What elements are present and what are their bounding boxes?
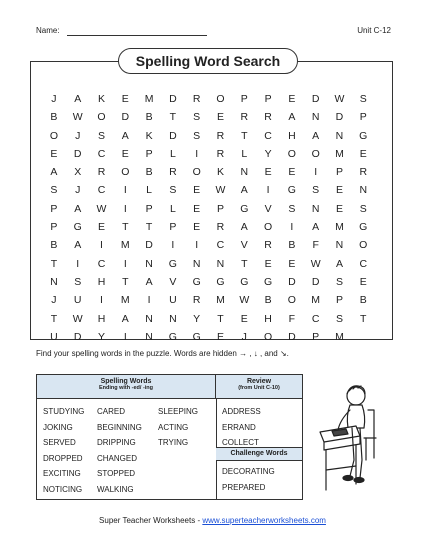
word-item: WALKING: [97, 484, 134, 494]
grid-letter: C: [97, 257, 106, 270]
footer-prefix: Super Teacher Worksheets -: [99, 516, 203, 525]
grid-letter: V: [264, 202, 272, 215]
word-item: EXCITING: [43, 469, 81, 479]
grid-letter: E: [359, 275, 367, 288]
grid-letter: R: [216, 147, 225, 160]
grid-letter: D: [73, 330, 82, 343]
grid-letter: D: [169, 129, 177, 142]
letter-grid: [42, 90, 375, 346]
grid-letter: P: [50, 202, 58, 215]
grid-letter: O: [287, 294, 296, 307]
grid-letter: A: [312, 221, 320, 234]
grid-letter: A: [50, 166, 58, 179]
instructions: Find your spelling words in the puzzle. Words are hidden → , ↓ , and ↘.: [36, 349, 289, 358]
grid-letter: C: [97, 147, 106, 160]
word-item: ACTING: [158, 422, 189, 432]
grid-letter: S: [335, 275, 343, 288]
grid-letter: D: [73, 147, 82, 160]
grid-letter: G: [216, 275, 225, 288]
grid-letter: N: [335, 239, 344, 252]
grid-letter: N: [145, 312, 153, 325]
grid-letter: E: [288, 166, 296, 179]
grid-letter: F: [312, 239, 319, 252]
grid-letter: H: [97, 275, 106, 288]
grid-letter: L: [169, 147, 176, 160]
grid-letter: A: [74, 93, 82, 105]
grid-letter: L: [241, 147, 248, 160]
challenge-header: Challenge Words: [216, 447, 302, 461]
grid-letter: A: [288, 111, 296, 124]
grid-letter: O: [121, 166, 130, 179]
grid-letter: K: [97, 93, 105, 105]
grid-letter: G: [263, 275, 273, 288]
grid-letter: D: [288, 275, 296, 288]
grid-letter: C: [264, 129, 272, 142]
grid-letter: R: [359, 166, 368, 179]
grid-letter: E: [97, 221, 105, 234]
word-item: NOTICING: [43, 484, 83, 494]
grid-letter: E: [335, 202, 343, 215]
grid-letter: B: [145, 166, 153, 179]
grid-letter: W: [72, 111, 83, 124]
footer: [0, 516, 425, 525]
grid-letter: A: [240, 221, 248, 234]
grid-letter: T: [50, 257, 58, 270]
grid-letter: N: [169, 312, 177, 325]
grid-letter: T: [122, 221, 129, 234]
grid-letter: N: [240, 166, 249, 179]
word-column-3: [158, 404, 198, 451]
grid-letter: G: [359, 221, 368, 234]
grid-letter: C: [359, 257, 368, 270]
grid-letter: B: [50, 239, 58, 252]
grid-letter: Y: [264, 147, 272, 160]
grid-letter: S: [97, 129, 105, 142]
grid-letter: C: [216, 239, 225, 252]
challenge-word: PREPARED: [222, 482, 266, 492]
word-item: BEGINNING: [97, 422, 142, 432]
grid-letter: D: [169, 93, 177, 105]
review-column: [222, 404, 261, 451]
grid-letter: S: [50, 184, 58, 197]
grid-letter: T: [169, 111, 177, 124]
grid-letter: V: [240, 239, 248, 252]
word-item: STUDYING: [43, 407, 85, 416]
grid-letter: P: [312, 330, 320, 343]
grid-letter: P: [359, 111, 367, 124]
grid-letter: J: [75, 129, 81, 142]
unit-label: Unit C-12: [357, 26, 391, 35]
grid-letter: L: [169, 202, 176, 215]
grid-letter: P: [240, 93, 248, 105]
grid-letter: D: [288, 330, 296, 343]
grid-letter: I: [123, 330, 127, 343]
word-box: [36, 374, 303, 500]
grid-letter: M: [120, 239, 130, 252]
grid-letter: T: [360, 312, 367, 325]
grid-letter: U: [169, 294, 177, 307]
grid-letter: F: [288, 312, 296, 325]
grid-letter: D: [311, 275, 320, 288]
grid-letter: W: [334, 93, 345, 105]
footer-link[interactable]: www.superteacherworksheets.com: [202, 516, 326, 525]
grid-letter: P: [169, 221, 177, 234]
grid-letter: O: [263, 330, 273, 343]
word-item: STOPPED: [97, 469, 136, 479]
grid-letter: P: [50, 221, 58, 234]
grid-letter: A: [335, 257, 343, 270]
grid-letter: O: [359, 239, 368, 252]
worksheet-header: [36, 26, 391, 40]
grid-letter: T: [241, 257, 248, 270]
grid-letter: E: [288, 257, 296, 270]
word-item: CARED: [97, 407, 126, 416]
grid-letter: M: [335, 221, 344, 234]
grid-letter: X: [74, 166, 82, 179]
word-item: TRYING: [158, 438, 189, 448]
grid-letter: E: [264, 257, 272, 270]
grid-letter: R: [192, 93, 201, 105]
grid-letter: E: [193, 202, 201, 215]
grid-letter: M: [144, 93, 154, 105]
review-word: COLLECT: [222, 438, 259, 448]
grid-letter: E: [264, 166, 272, 179]
grid-letter: E: [50, 147, 58, 160]
grid-letter: Y: [97, 330, 105, 343]
grid-letter: N: [192, 257, 201, 270]
grid-letter: N: [145, 257, 153, 270]
review-header: [216, 375, 302, 399]
grid-letter: L: [146, 184, 152, 197]
grid-letter: S: [193, 111, 201, 124]
grid-letter: W: [239, 294, 250, 307]
grid-letter: T: [145, 221, 153, 234]
grid-letter: J: [241, 330, 247, 343]
grid-letter: H: [264, 312, 272, 325]
grid-letter: O: [49, 129, 58, 142]
grid-letter: I: [76, 257, 80, 270]
grid-letter: S: [169, 184, 177, 197]
grid-letter: A: [121, 129, 129, 142]
grid-letter: E: [193, 221, 201, 234]
word-item: DRIPPING: [97, 438, 136, 448]
word-item: JOKING: [43, 422, 73, 432]
grid-letter: A: [312, 129, 320, 142]
grid-letter: G: [359, 129, 368, 142]
grid-letter: G: [240, 275, 249, 288]
grid-letter: M: [335, 330, 344, 343]
grid-letter: S: [288, 202, 296, 215]
grid-letter: D: [335, 111, 344, 124]
word-item: CHANGED: [97, 453, 138, 463]
grid-letter: I: [195, 147, 199, 160]
word-item: SERVED: [43, 438, 76, 448]
grid-letter: B: [264, 294, 272, 307]
grid-letter: R: [169, 166, 177, 179]
grid-letter: J: [51, 93, 57, 105]
grid-letter: U: [73, 294, 82, 307]
review-subtitle: (from Unit C-10): [238, 385, 280, 391]
grid-letter: O: [192, 166, 201, 179]
grid-letter: I: [266, 184, 270, 197]
grid-letter: A: [121, 312, 129, 325]
grid-letter: R: [216, 129, 225, 142]
grid-letter: S: [335, 312, 343, 325]
grid-letter: I: [195, 239, 199, 252]
word-column-2: [97, 404, 142, 498]
grid-letter: D: [311, 93, 320, 105]
grid-letter: M: [216, 294, 225, 307]
grid-letter: N: [359, 184, 368, 197]
grid-letter: I: [171, 239, 175, 252]
grid-letter: G: [192, 275, 201, 288]
review-word: ADDRESS: [222, 407, 261, 416]
grid-letter: D: [145, 239, 153, 252]
grid-letter: J: [75, 184, 81, 197]
grid-letter: R: [216, 221, 225, 234]
grid-letter: E: [193, 184, 201, 197]
grid-letter: S: [193, 129, 201, 142]
grid-letter: E: [121, 147, 129, 160]
grid-letter: O: [263, 221, 273, 234]
grid-letter: H: [288, 129, 296, 142]
grid-letter: B: [50, 111, 58, 124]
challenge-column: [222, 464, 275, 495]
student-at-desk-illustration: [316, 380, 388, 500]
grid-letter: W: [215, 184, 226, 197]
grid-letter: P: [335, 294, 343, 307]
grid-letter: R: [240, 111, 249, 124]
word-item: DROPPED: [43, 453, 83, 463]
grid-letter: N: [311, 111, 320, 124]
grid-letter: V: [169, 275, 177, 288]
grid-letter: E: [335, 184, 343, 197]
grid-letter: I: [290, 221, 294, 234]
grid-letter: N: [50, 275, 58, 288]
grid-letter: I: [123, 202, 127, 215]
grid-letter: T: [50, 312, 58, 325]
grid-letter: C: [97, 184, 106, 197]
grid-letter: I: [147, 294, 151, 307]
grid-letter: J: [51, 294, 57, 307]
grid-letter: P: [216, 202, 224, 215]
grid-letter: I: [100, 294, 103, 307]
name-line[interactable]: [67, 35, 207, 36]
grid-letter: E: [359, 147, 367, 160]
grid-letter: E: [240, 312, 248, 325]
grid-letter: T: [241, 129, 248, 142]
grid-letter: I: [100, 239, 103, 252]
grid-letter: M: [120, 294, 130, 307]
grid-letter: R: [264, 111, 272, 124]
grid-letter: B: [288, 239, 296, 252]
word-item: SLEEPING: [158, 407, 199, 416]
grid-letter: N: [216, 257, 225, 270]
review-title: Review: [246, 378, 272, 385]
spelling-words-subtitle: Ending with -ed/ -ing: [98, 385, 154, 391]
challenge-word: DECORATING: [222, 467, 275, 476]
grid-letter: R: [264, 239, 272, 252]
grid-letter: N: [145, 330, 153, 343]
grid-letter: A: [145, 275, 153, 288]
grid-letter: M: [311, 294, 321, 307]
review-word: ERRAND: [222, 422, 256, 432]
grid-letter: W: [72, 312, 83, 325]
grid-letter: O: [216, 93, 225, 105]
spelling-words-header: [37, 375, 216, 399]
grid-letter: O: [311, 147, 320, 160]
grid-letter: I: [314, 166, 318, 179]
grid-letter: P: [145, 202, 153, 215]
grid-letter: O: [97, 111, 106, 124]
grid-letter: I: [123, 257, 127, 270]
grid-letter: K: [216, 166, 224, 179]
grid-letter: G: [168, 330, 177, 343]
grid-letter: P: [264, 93, 272, 105]
page-title: Spelling Word Search: [118, 48, 298, 74]
grid-letter: A: [74, 202, 82, 215]
grid-letter: G: [287, 184, 296, 197]
spelling-words-title: Spelling Words: [100, 378, 152, 385]
grid-letter: T: [122, 275, 129, 288]
grid-letter: G: [73, 221, 82, 234]
grid-letter: A: [240, 184, 248, 197]
grid-letter: U: [50, 330, 58, 343]
grid-letter: E: [216, 111, 224, 124]
grid-letter: S: [359, 202, 367, 215]
grid-letter: S: [312, 184, 320, 197]
grid-letter: G: [168, 257, 177, 270]
grid-letter: W: [96, 202, 107, 215]
grid-letter: C: [311, 312, 320, 325]
grid-letter: N: [311, 202, 320, 215]
grid-letter: B: [145, 111, 153, 124]
grid-letter: M: [335, 147, 344, 160]
grid-letter: I: [123, 184, 127, 197]
grid-letter: R: [192, 294, 201, 307]
name-label: Name:: [36, 26, 60, 35]
grid-letter: S: [74, 275, 82, 288]
grid-letter: A: [74, 239, 82, 252]
grid-letter: W: [310, 257, 321, 270]
grid-letter: R: [97, 166, 106, 179]
grid-letter: E: [288, 93, 296, 105]
grid-letter: O: [287, 147, 296, 160]
grid-letter: G: [240, 202, 249, 215]
word-column-1: [43, 404, 84, 498]
grid-letter: D: [121, 111, 130, 124]
grid-letter: Y: [193, 312, 201, 325]
grid-letter: E: [121, 93, 129, 105]
grid-letter: K: [145, 129, 153, 142]
grid-letter: S: [359, 93, 367, 105]
grid-letter: P: [335, 166, 343, 179]
grid-letter: P: [145, 147, 153, 160]
grid-letter: G: [192, 330, 201, 343]
grid-letter: H: [97, 312, 106, 325]
grid-letter: B: [359, 294, 367, 307]
grid-letter: N: [335, 129, 344, 142]
grid-letter: T: [217, 312, 224, 325]
grid-letter: E: [216, 330, 224, 343]
